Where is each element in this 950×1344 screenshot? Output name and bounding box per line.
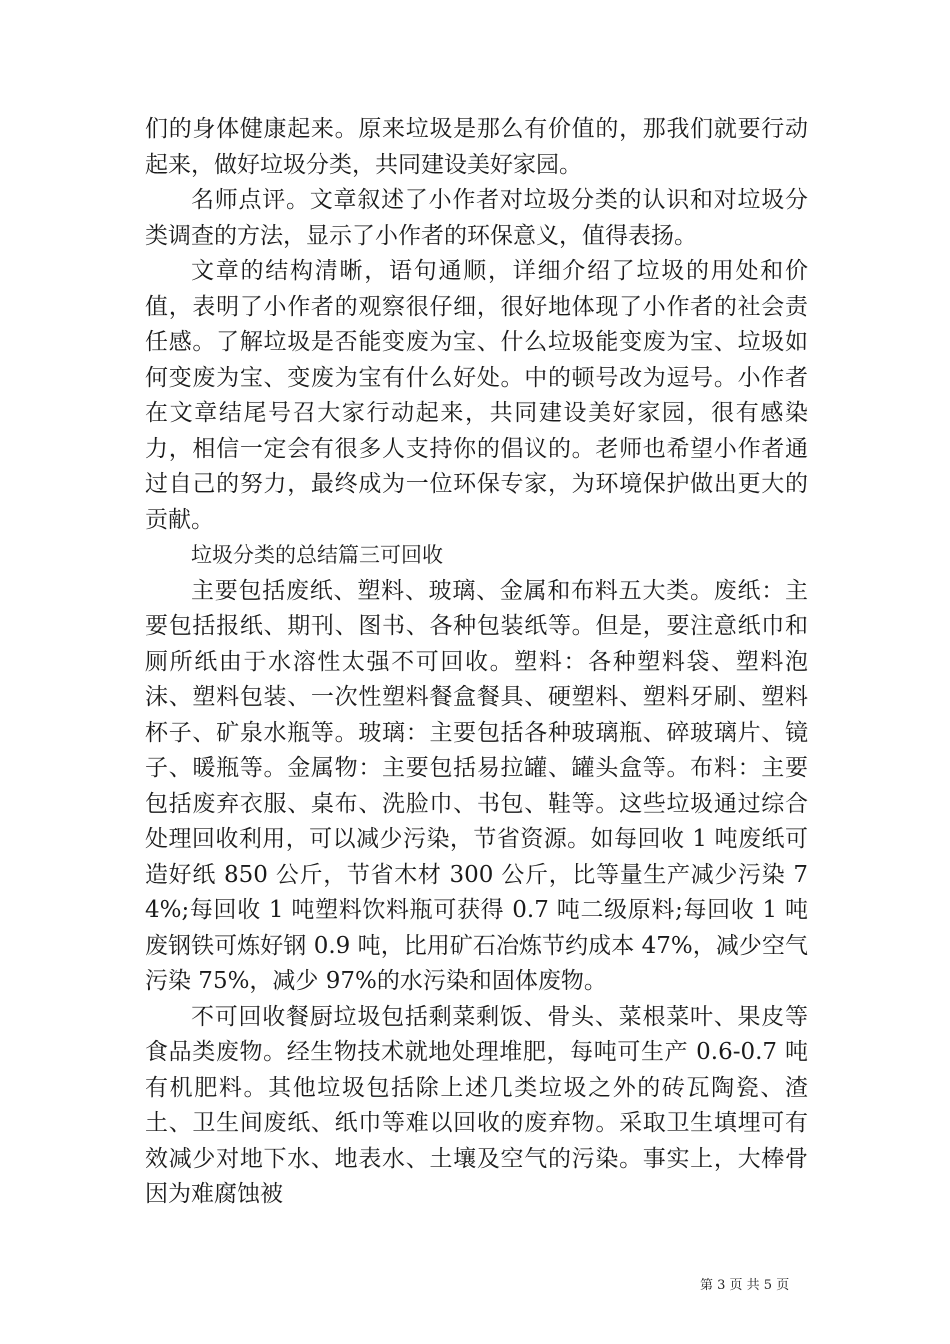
- paragraph-non-recyclable: 不可回收餐厨垃圾包括剩菜剩饭、骨头、菜根菜叶、果皮等食品类废物。经生物技术就地处理堆肥，每吨可生产 0.6-0.7 吨有机肥料。其他垃圾包括除上述几类垃圾之外的砖瓦陶瓷、渣土、卫生间废纸、纸巾等难以回收的废弃物。采取卫生填埋可有效减少对地下水、地表水、土壤及空气的污染。事实上，大棒骨因为难腐蚀被: [145, 1003, 808, 1207]
- document-body: [145, 112, 808, 1213]
- section-heading: 垃圾分类的总结篇三可回收: [191, 543, 443, 567]
- paragraph-teacher-comment: 名师点评。文章叙述了小作者对垃圾分类的认识和对垃圾分类调查的方法，显示了小作者的环保意义，值得表扬。: [145, 187, 808, 249]
- paragraph-recyclable: 主要包括废纸、塑料、玻璃、金属和布料五大类。废纸：主要包括报纸、期刊、图书、各种包装纸等。但是，要注意纸巾和厕所纸由于水溶性太强不可回收。塑料：各种塑料袋、塑料泡沫、塑料包装、一次性塑料餐盒餐具、硬塑料、塑料牙刷、塑料杯子、矿泉水瓶等。玻璃：主要包括各种玻璃瓶、碎玻璃片、镜子、暖瓶等。金属物：主要包括易拉罐、罐头盒等。布料：主要包括废弃衣服、桌布、洗脸巾、书包、鞋等。这些垃圾通过综合处理回收利用，可以减少污染，节省资源。如每回收 1 吨废纸可造好纸 850 公斤，节省木材 300 公斤，比等量生产减少污染 74%;每回收 1 吨塑料饮料瓶可获得 0.7 吨二级原料;每回收 1 吨废钢铁可炼好钢 0.9 吨，比用矿石冶炼节约成本 47%，减少空气污染 75%，减少 97%的水污染和固体废物。: [145, 577, 808, 994]
- page-number-footer: 第 3 页 共 5 页: [700, 1278, 790, 1293]
- paragraph-structure-comment: 文章的结构清晰，语句通顺，详细介绍了垃圾的用处和价值，表明了小作者的观察很仔细，很好地体现了小作者的社会责任感。了解垃圾是否能变废为宝、什么垃圾能变废为宝、垃圾如何变废为宝、变废为宝有什么好处。中的顿号改为逗号。小作者在文章结尾号召大家行动起来，共同建设美好家园，很有感染力，相信一定会有很多人支持你的倡议的。老师也希望小作者通过自己的努力，最终成为一位环保专家，为环境保护做出更大的贡献。: [145, 258, 808, 533]
- paragraph-continuation: 们的身体健康起来。原来垃圾是那么有价值的，那我们就要行动起来，做好垃圾分类，共同建设美好家园。: [145, 116, 808, 178]
